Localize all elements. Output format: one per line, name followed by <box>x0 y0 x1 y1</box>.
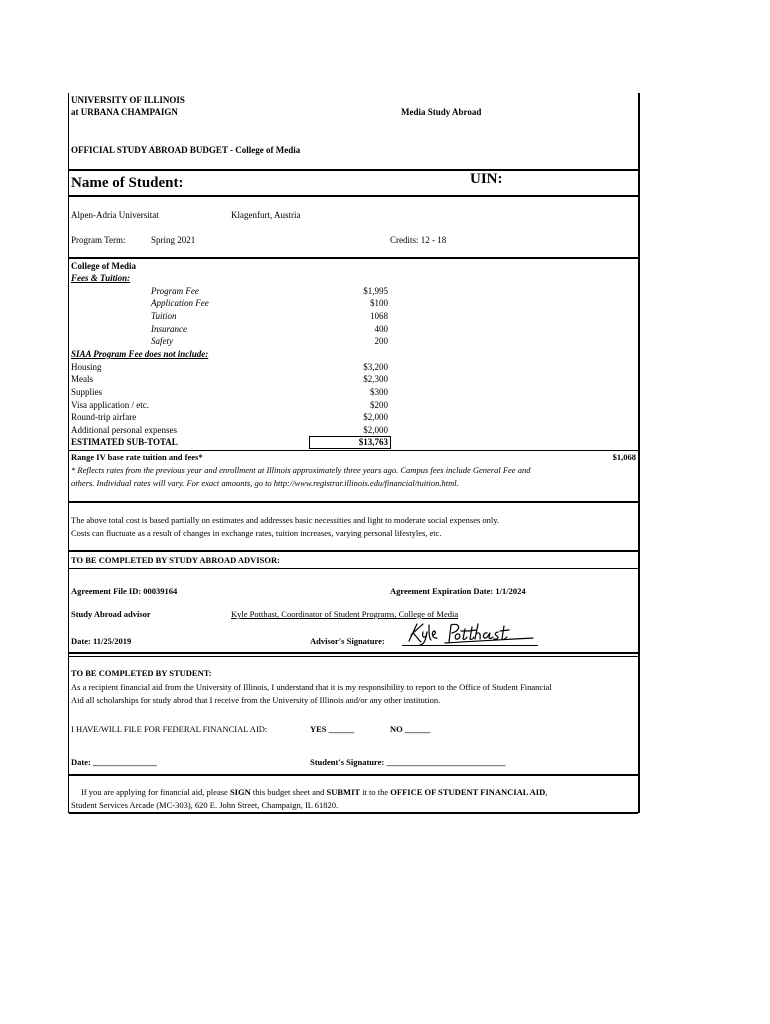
expense-amount: $2,000 <box>363 425 388 435</box>
advisor-signature-image <box>405 621 537 647</box>
program-name: Media Study Abroad <box>401 107 482 117</box>
expense-amount: $3,200 <box>363 362 388 372</box>
footer-text: this budget sheet and <box>250 787 327 797</box>
footer-line2: Student Services Arcade (MC-303), 620 E. John Street, Champaign, IL 61820. <box>71 800 339 810</box>
expense-label: Round-trip airfare <box>71 412 137 422</box>
range-value: $1,068 <box>612 452 636 462</box>
footer-submit: SUBMIT <box>326 787 361 797</box>
uin-label: UIN: <box>470 171 503 187</box>
institution: Alpen-Adria Universitat <box>71 210 159 220</box>
agreement-file-id: Agreement File ID: 00039164 <box>71 586 178 596</box>
financial-aid-yes[interactable]: YES ______ <box>310 724 355 734</box>
term-label: Program Term: <box>71 235 126 245</box>
expense-label: Additional personal expenses <box>71 425 177 435</box>
agreement-expiration: Agreement Expiration Date: 1/1/2024 <box>390 586 526 596</box>
university-line1: UNIVERSITY OF ILLINOIS <box>71 95 185 105</box>
footer-text: it to the <box>360 787 391 797</box>
expense-amount: $2,300 <box>363 374 388 384</box>
subtotal-label: ESTIMATED SUB-TOTAL <box>71 437 178 447</box>
fee-amount: 400 <box>374 324 388 334</box>
student-name-label: Name of Student: <box>71 175 184 191</box>
fee-label: Insurance <box>151 324 187 334</box>
financial-aid-question: I HAVE/WILL FILE FOR FEDERAL FINANCIAL AID: <box>71 724 268 734</box>
college-label: College of Media <box>71 261 136 271</box>
fee-label: Application Fee <box>151 298 209 308</box>
advisor-date: Date: 11/25/2019 <box>71 636 132 646</box>
expense-label: Meals <box>71 374 93 384</box>
expense-label: Housing <box>71 362 102 372</box>
footer-office: OFFICE OF STUDENT FINANCIAL AID <box>390 787 546 797</box>
advisor-name: Kyle Potthast, Coordinator of Student Programs, College of Media <box>231 609 459 619</box>
footer-line1 <box>81 787 547 797</box>
fee-amount: 200 <box>374 336 388 346</box>
location: Klagenfurt, Austria <box>231 210 301 220</box>
expense-amount: $2,000 <box>363 412 388 422</box>
term-value: Spring 2021 <box>151 235 196 245</box>
subtotal-value: $13,763 <box>309 436 391 449</box>
student-date-field[interactable]: Date: _______________ <box>71 757 157 767</box>
footer-text: , <box>545 787 548 797</box>
disclaimer-line1: The above total cost is based partially on estimates and addresses basic necessities and light to moderate social expenses only. <box>71 515 500 525</box>
fee-amount: $100 <box>370 298 388 308</box>
credits: Credits: 12 - 18 <box>390 235 447 245</box>
student-text-line2: Aid all scholarships for study abrod that I receive from the University of Illinois and/or any other institution. <box>71 695 441 705</box>
advisor-heading: TO BE COMPLETED BY STUDY ABROAD ADVISOR: <box>71 555 280 565</box>
fee-label: Safety <box>151 336 173 346</box>
fee-amount: $1,995 <box>363 286 388 296</box>
handwritten-signature-icon <box>405 621 537 647</box>
financial-aid-no[interactable]: NO ______ <box>390 724 431 734</box>
footnote-line1: * Reflects rates from the previous year and enrollment at Illinois approximately three years ago. Campus fees include General Fee and <box>71 465 531 475</box>
official-title: OFFICIAL STUDY ABROAD BUDGET - College of Media <box>71 145 301 155</box>
expense-amount: $300 <box>370 387 388 397</box>
not-included-heading: SIAA Program Fee does not include: <box>71 349 209 359</box>
university-line2: at URBANA CHAMPAIGN <box>71 107 178 117</box>
student-signature-field[interactable]: Student's Signature: ____________________________ <box>310 757 506 767</box>
footnote-line2: others. Individual rates will vary. For exact amounts, go to http://www.registrar.illinois.edu/financial/tuition.html. <box>71 478 459 488</box>
expense-label: Visa application / etc. <box>71 400 149 410</box>
student-text-line1: As a recipient financial aid from the University of Illinois, I understand that it is my responsibility to report to the Office of Student Financial <box>71 682 552 692</box>
expense-amount: $200 <box>370 400 388 410</box>
fees-heading: Fees & Tuition: <box>71 273 131 283</box>
footer-text: If you are applying for financial aid, please <box>81 787 230 797</box>
expense-label: Supplies <box>71 387 103 397</box>
student-heading: TO BE COMPLETED BY STUDENT: <box>71 668 212 678</box>
advisor-label: Study Abroad advisor <box>71 609 151 619</box>
budget-sheet <box>68 93 640 813</box>
range-label: Range IV base rate tuition and fees* <box>71 452 203 462</box>
fee-label: Tuition <box>151 311 177 321</box>
footer-sign: SIGN <box>229 787 251 797</box>
disclaimer-line2: Costs can fluctuate as a result of changes in exchange rates, tuition increases, varying personal lifestyles, etc. <box>71 528 442 538</box>
fee-label: Program Fee <box>151 286 199 296</box>
fee-amount: 1068 <box>370 311 388 321</box>
advisor-signature-label: Advisor's Signature: <box>310 636 385 646</box>
